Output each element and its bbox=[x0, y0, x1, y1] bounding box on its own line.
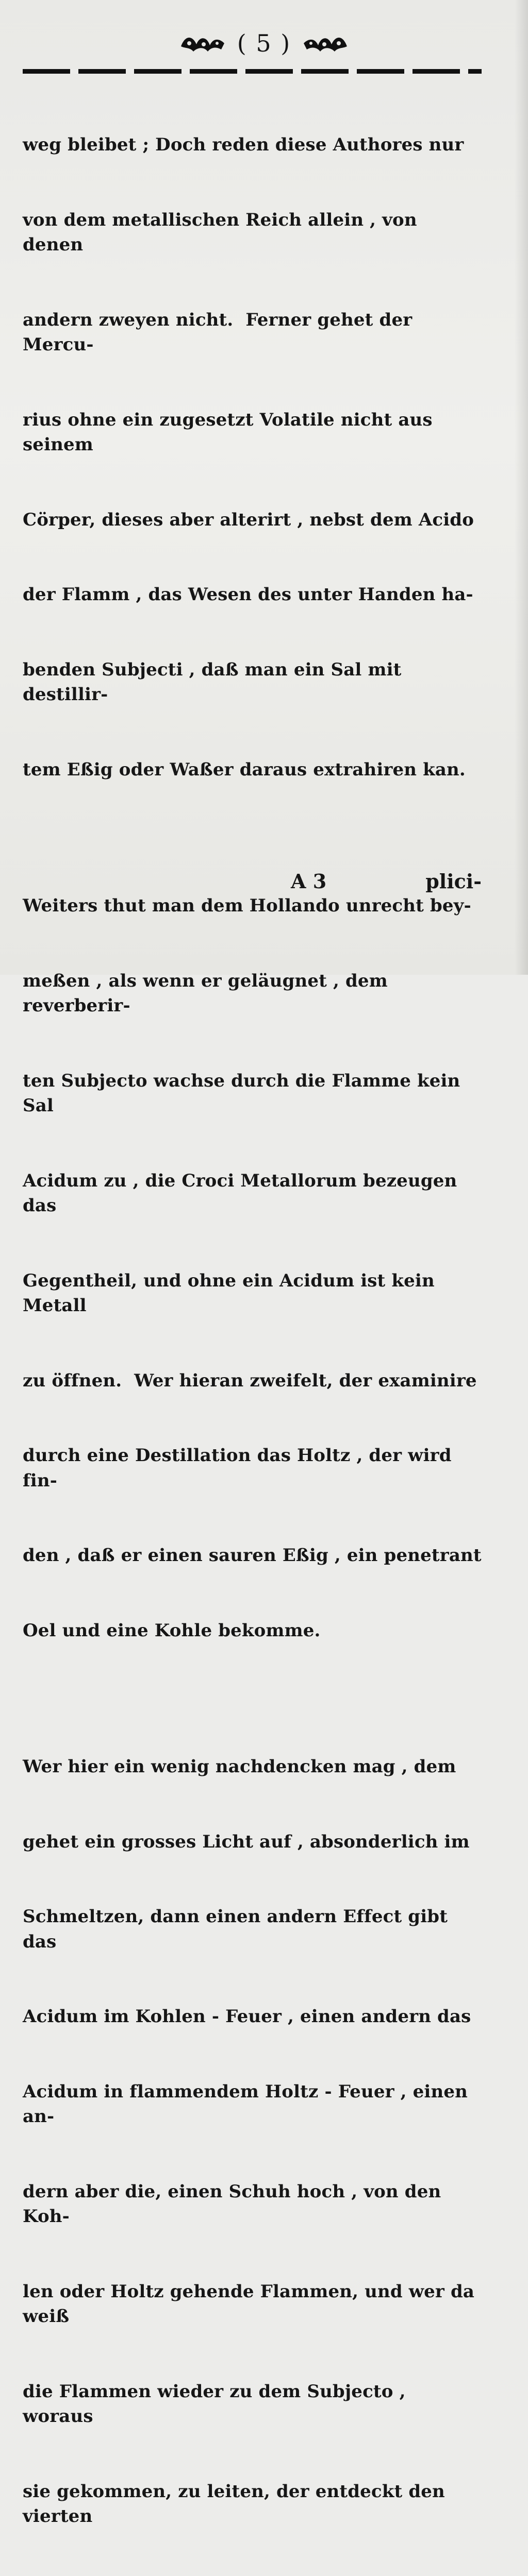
page-header bbox=[0, 29, 528, 68]
text-line: Acidum in flammendem Holtz - Feuer , einen an- bbox=[23, 2081, 474, 2127]
text-line: Acidum im Kohlen - Feuer , einen andern das bbox=[23, 2006, 471, 2027]
text-line: Wer hier ein wenig nachdencken mag , dem bbox=[23, 1756, 456, 1777]
text-line: den , daß er einen sauren Eßig , ein penetrant bbox=[23, 1545, 482, 1566]
text-line: gehet ein grosses Licht auf , absonderlich im bbox=[23, 1831, 470, 1852]
text-line: benden Subjecti , daß man ein Sal mit destillir- bbox=[23, 659, 408, 705]
page-number: ( 5 ) bbox=[237, 29, 291, 57]
text-line: Weiters thut man dem Hollando unrecht bey- bbox=[23, 895, 471, 916]
signature-mark: A 3 bbox=[291, 870, 327, 893]
paragraph-gap bbox=[23, 832, 482, 843]
text-line: Gegentheil, und ohne ein Acidum ist kein Metall bbox=[23, 1270, 441, 1316]
text-line: Oel und eine Kohle bekomme. bbox=[23, 1620, 321, 1641]
text-line: Acidum zu , die Croci Metallorum bezeugen das bbox=[23, 1170, 464, 1216]
text-line: tem Eßig oder Waßer daraus extrahiren kan. bbox=[23, 759, 466, 780]
paragraph-2 bbox=[23, 843, 482, 1693]
text-line: rius ohne ein zugesetzt Volatile nicht aus seinem bbox=[23, 409, 439, 455]
page-edge-shadow bbox=[515, 0, 528, 975]
text-line: sie gekommen, zu leiten, der entdeckt den vierten bbox=[23, 2481, 451, 2527]
catchword: plici- bbox=[425, 870, 482, 893]
text-line: die Flammen wieder zu dem Subjecto , woraus bbox=[23, 2381, 412, 2427]
page-text bbox=[23, 82, 482, 2576]
text-line: der Flamm , das Wesen des unter Handen ha- bbox=[23, 584, 473, 605]
left-ornament-icon bbox=[179, 32, 226, 55]
page-footer bbox=[23, 870, 482, 893]
text-line: dern aber die, einen Schuh hoch , von den Koh- bbox=[23, 2181, 448, 2227]
text-line: Cörper, dieses aber alterirt , nebst dem Acido bbox=[23, 509, 474, 530]
text-line: durch eine Destillation das Holtz , der wird fin- bbox=[23, 1445, 458, 1491]
paragraph-1 bbox=[23, 82, 482, 832]
paragraph-gap bbox=[23, 1693, 482, 1704]
header-rule bbox=[23, 69, 482, 74]
text-line: andern zweyen nicht. Ferner gehet der Mercu- bbox=[23, 309, 419, 355]
right-ornament-icon bbox=[302, 32, 349, 55]
text-line: Schmeltzen, dann einen andern Effect gibt das bbox=[23, 1906, 454, 1952]
text-line: ten Subjecto wachse durch die Flamme kein Sal bbox=[23, 1070, 467, 1116]
text-line: weg bleibet ; Doch reden diese Authores nur bbox=[23, 134, 464, 155]
text-line: zu öffnen. Wer hieran zweifelt, der examinire bbox=[23, 1370, 477, 1391]
paragraph-3 bbox=[23, 1704, 482, 2576]
text-line: von dem metallischen Reich allein , von denen bbox=[23, 209, 423, 255]
text-line: meßen , als wenn er geläugnet , dem reverberir- bbox=[23, 970, 394, 1016]
text-line: len oder Holtz gehende Flammen, und wer da weiß bbox=[23, 2281, 481, 2327]
